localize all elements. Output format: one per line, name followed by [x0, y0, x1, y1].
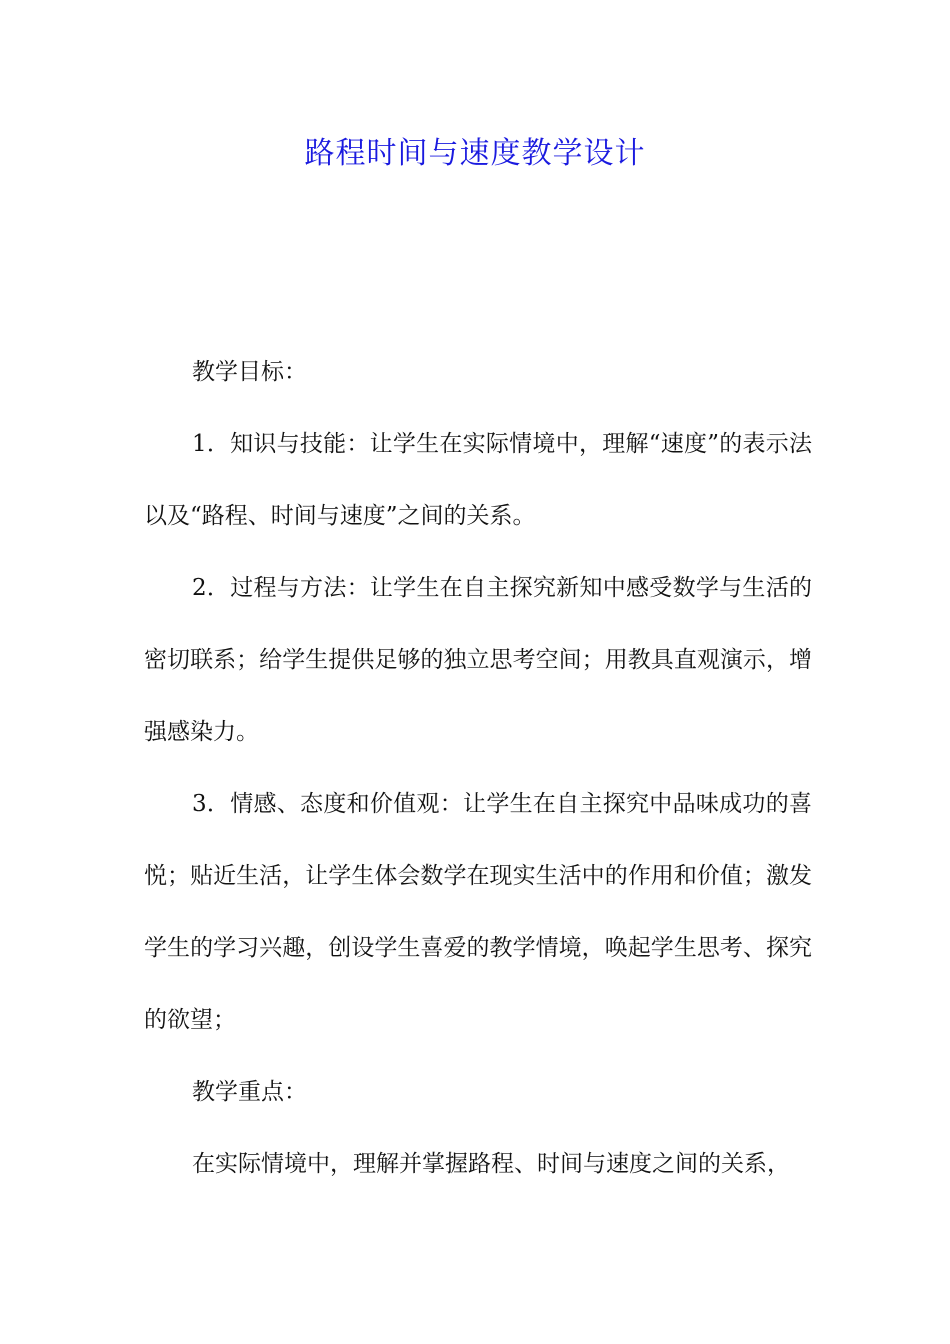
heading-teaching-objectives: 教学目标：	[192, 359, 307, 385]
paragraph-process-methods: 2．过程与方法：让学生在自主探究新知中感受数学与生活的密切联系；给学生提供足够的独立思考空间；用教具直观演示，增强感染力。	[144, 575, 812, 745]
paragraph-key-point-content: 在实际情境中，理解并掌握路程、时间与速度之间的关系，	[192, 1151, 790, 1177]
document-body	[144, 336, 812, 1200]
paragraph-knowledge-skills: 1．知识与技能：让学生在实际情境中，理解“速度”的表示法以及“路程、时间与速度”之间的关系。	[144, 431, 812, 529]
paragraph-emotion-values: 3．情感、态度和价值观：让学生在自主探究中品味成功的喜悦；贴近生活，让学生体会数学在现实生活中的作用和价值；激发学生的学习兴趣，创设学生喜爱的教学情境，唤起学生思考、探究的欲望；	[144, 791, 812, 1033]
document-title: 路程时间与速度教学设计	[304, 136, 646, 171]
heading-teaching-key-points: 教学重点：	[192, 1079, 307, 1105]
